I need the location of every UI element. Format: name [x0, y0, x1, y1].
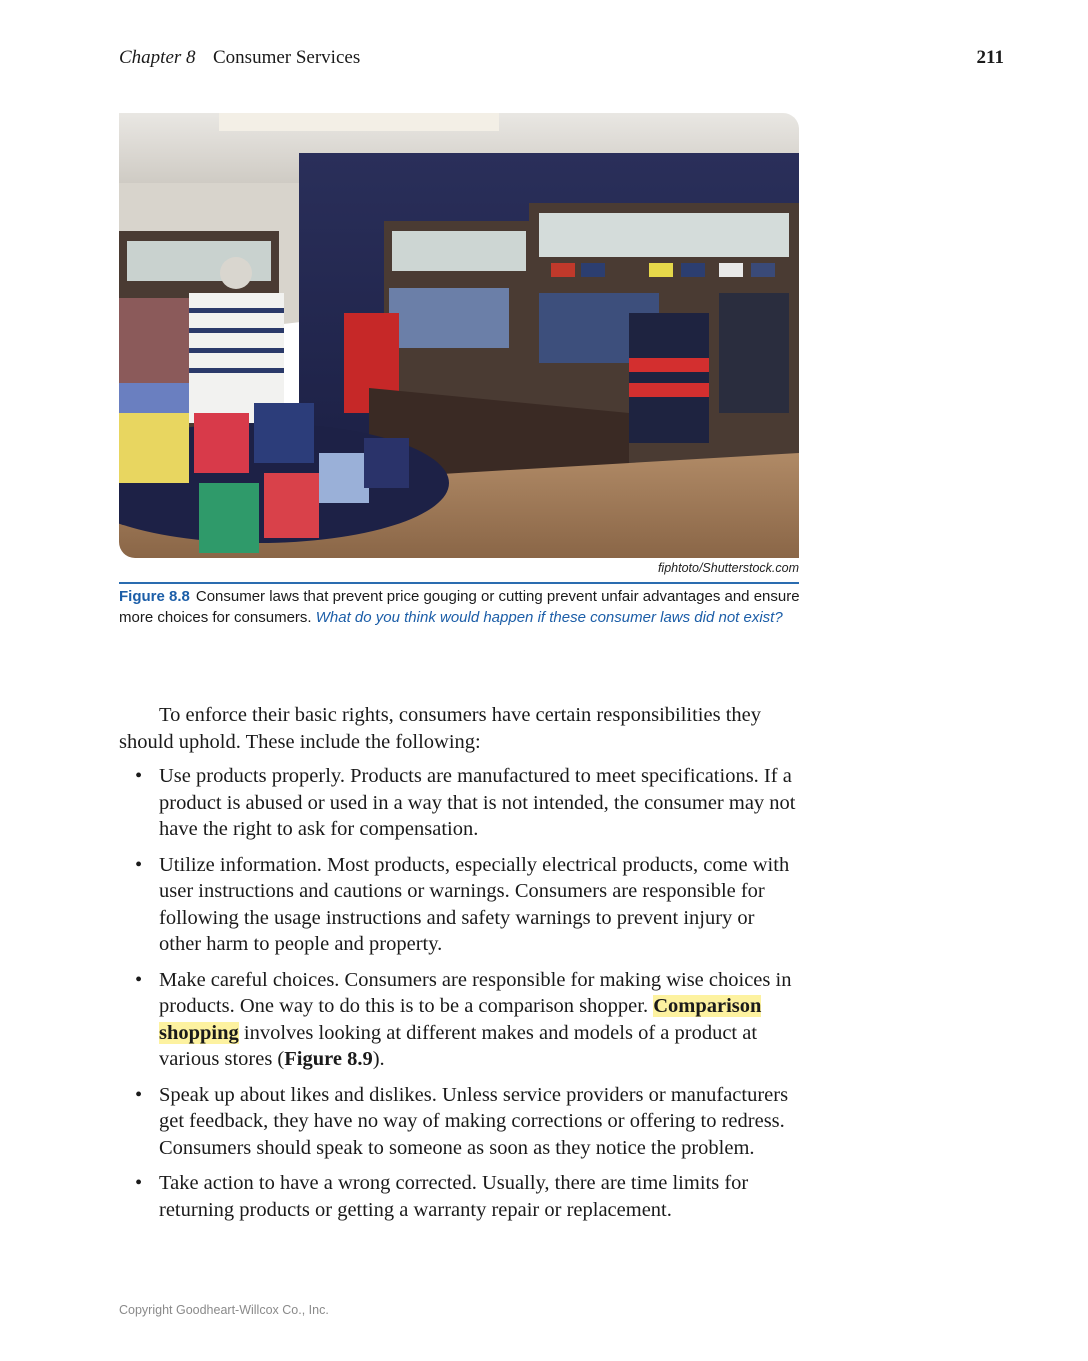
list-item [119, 763, 799, 843]
intro-paragraph: To enforce their basic rights, consumers have certain responsibilities they should uphold. These include the following: [119, 704, 761, 753]
copyright-notice: Copyright Goodheart-Willcox Co., Inc. [119, 1303, 329, 1317]
bullet-text: Use products properly. Products are manufactured to meet specifications. If a product is abused or used in a way that is not intended, the consumer may not have the right to ask for compensation. [159, 765, 796, 840]
figure-label: Figure 8.8 [119, 588, 190, 605]
store-photo [119, 113, 799, 558]
bullet-text: ). [372, 1048, 385, 1070]
caption-rule [119, 582, 799, 584]
page-number: 211 [976, 47, 1004, 68]
bullet-icon: • [135, 968, 143, 991]
photo-credit: fiphtoto/Shutterstock.com [657, 561, 799, 575]
chapter-title: Consumer Services [213, 47, 361, 68]
bullet-icon: • [135, 853, 143, 876]
list-item [119, 852, 799, 958]
figure-reference: Figure 8.9 [284, 1048, 373, 1070]
running-head [119, 47, 1004, 73]
body-text [119, 702, 799, 1232]
caption-question: What do you think would happen if these consumer laws did not exist? [315, 609, 783, 626]
bullet-text: involves looking at different makes and models of a product at various stores ( [159, 1021, 758, 1070]
key-term[interactable]: Comparison shopping [159, 995, 762, 1044]
bullet-text: Take action to have a wrong corrected. Usually, there are time limits for returning products or getting a warranty repair or replacement. [159, 1172, 749, 1221]
bullet-text: Make careful choices. Consumers are responsible for making wise choices in products. One way to do this is to be a comparison shopper. [159, 968, 792, 1017]
list-item [119, 1082, 799, 1162]
responsibility-list [119, 763, 799, 1223]
caption-text: Consumer laws that prevent price gouging or cutting prevent unfair advantages and ensure more choices for consumers. [119, 588, 800, 626]
figure-caption [119, 586, 809, 628]
bullet-icon: • [135, 1083, 143, 1106]
chapter-label: Chapter 8 [119, 47, 196, 68]
bullet-text: Speak up about likes and dislikes. Unless service providers or manufacturers get feedback, they have no way of making corrections or offering to redress. Consumers should speak to someone as soon as they notice the problem. [159, 1083, 789, 1159]
bullet-text: Utilize information. Most products, especially electrical products, come with user instructions and cautions or warnings. Consumers are responsible for following the usage instructions and safety warnings to prevent injury or other harm to people and property. [159, 853, 790, 955]
list-item [119, 1170, 799, 1223]
bullet-icon: • [135, 1172, 143, 1194]
bullet-icon: • [135, 765, 143, 787]
list-item [119, 967, 799, 1073]
